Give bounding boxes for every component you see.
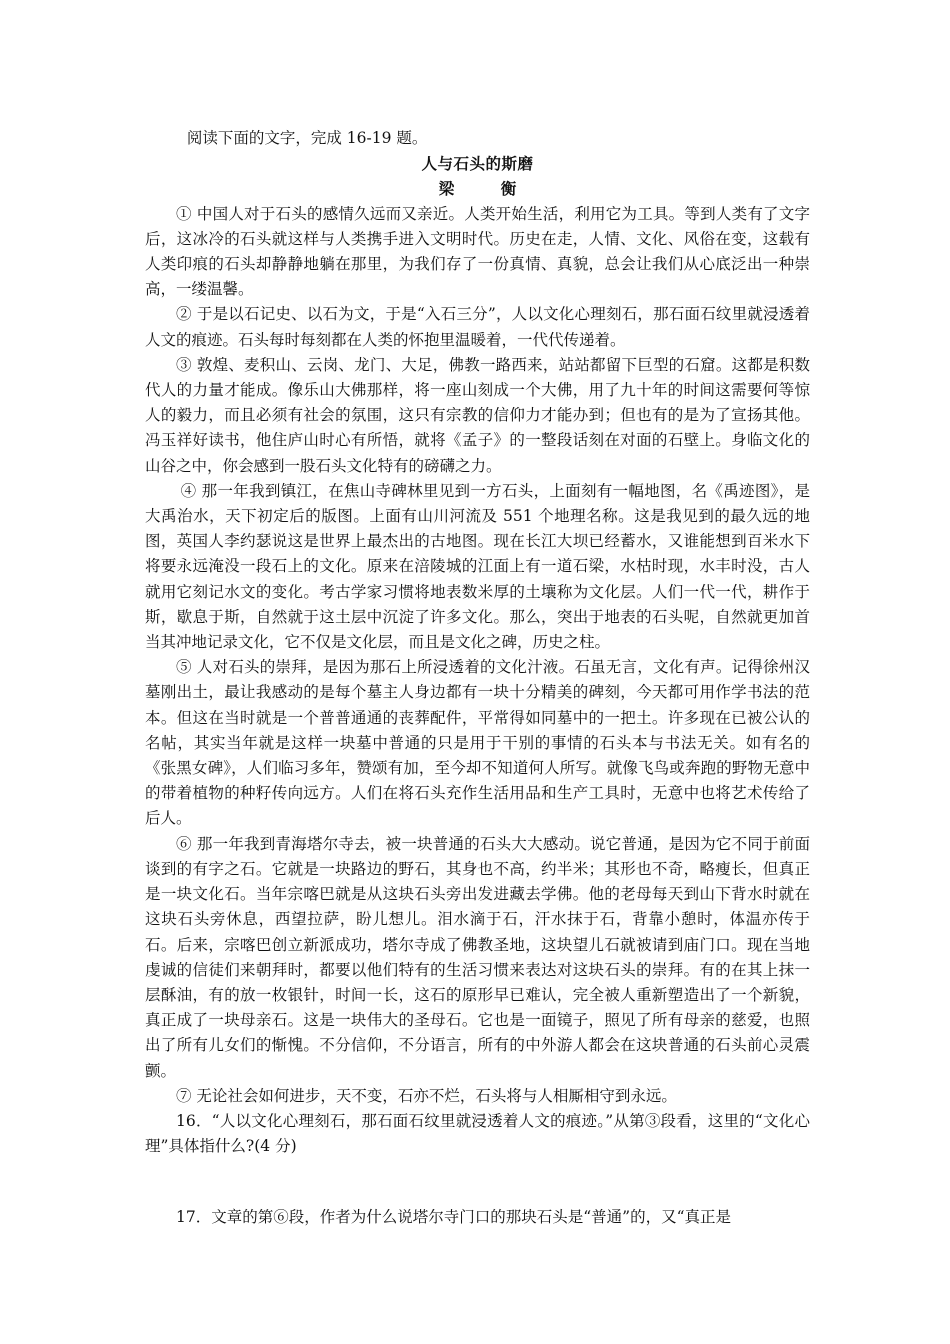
article-author: 梁 衡 (438, 179, 532, 199)
article-title: 人与石头的斯磨 (421, 154, 534, 174)
question-16: 16．“人以文化心理刻石，那石面石纹里就浸透着人文的痕迹。”从第③段看，这里的“文化心理”具体指什么?(4 分) (145, 1111, 810, 1156)
question-17: 17．文章的第⑥段，作者为什么说塔尔寺门口的那块石头是“普通”的，又“真正是 (176, 1208, 731, 1227)
paragraph-7: ⑦ 无论社会如何进步，天不变，石亦不烂，石头将与人相厮相守到永远。 (176, 1086, 677, 1105)
paragraph-5: ⑤ 人对石头的崇拜，是因为那石上所浸透着的文化汁液。石虽无言，文化有声。记得徐州汉墓刚出土，最让我感动的是每个墓主人身边都有一块十分精美的碑刻，今天都可用作学书法的范本。但这在当时就是一个普普通通的丧葬配件，平常得如同墓中的一把土。许多现在已被公认的名帖，其实当年就是这样一块墓中普通的只是用于干别的事情的石头本与书法无关。如有名的《张黑女碑》，人们临习多年，赞颂有加，至今却不知道何人所写。就像飞鸟或奔跑的野物无意中的带着植物的种籽传向远方。人们在将石头充作生活用品和生产工具时，无意中也将艺术传给了后人。 (145, 658, 810, 828)
paragraph-6: ⑥ 那一年我到青海塔尔寺去，被一块普通的石头大大感动。说它普通，是因为它不同于前面谈到的有字之石。它就是一块路边的野石，其身也不高，约半米；其形也不奇，略瘦长，但真正是一块文化石。当年宗喀巴就是从这块石头旁出发进藏去学佛。他的老母每天到山下背水时就在这块石头旁休息，西望拉萨，盼儿想儿。泪水滴于石，汗水抹于石，背靠小憩时，体温亦传于石。后来，宗喀巴创立新派成功，塔尔寺成了佛教圣地，这块望儿石就被请到庙门口。现在当地虔诚的信徒们来朝拜时，都要以他们特有的生活习惯来表达对这块石头的崇拜。有的在其上抹一层酥油，有的放一枚银针，时间一长，这石的原形早已难认，完全被人重新塑造出了一个新貌，真正成了一块母亲石。这是一块伟大的圣母石。它也是一面镜子，照见了所有母亲的慈爱，也照出了所有儿女们的惭愧。不分信仰，不分语言，所有的中外游人都会在这块普通的石头前心灵震颤。 (145, 834, 810, 1080)
reading-instruction: 阅读下面的文字，完成 16-19 题。 (186, 129, 428, 147)
paragraph-4: ④ 那一年我到镇江，在焦山寺碑林里见到一方石头，上面刻有一幅地图，名《禹迹图》，是大禹治水，天下初定后的版图。上面有山川河流及 551 个地理名称。这是我见到的最久远的地图，英国人李约瑟说这是世界上最杰出的古地图。现在长江大坝已经蓄水，又谁能想到百米水下将要永远淹没一段石上的文化。原来在涪陵城的江面上有一道石梁，水枯时现，水丰时没，古人就用它刻记水文的变化。考古学家习惯将地表数米厚的土壤称为文化层。人们一代一代，耕作于斯，歇息于斯，自然就于这土层中沉淀了许多文化。那么，突出于地表的石头呢，自然就更加首当其冲地记录文化，它不仅是文化层，而且是文化之碑，历史之柱。 (145, 481, 810, 652)
paragraph-2: ② 于是以石记史、以石为文，于是“入石三分”，人以文化心理刻石，那石面石纹里就浸透着人文的痕迹。石头每时每刻都在人类的怀抱里温暖着，一代代传递着。 (145, 305, 810, 349)
answer-space (145, 1159, 810, 1205)
paragraph-1: ① 中国人对于石头的感情久远而又亲近。人类开始生活，利用它为工具。等到人类有了文字后，这冰冷的石头就这样与人类携手进入文明时代。历史在走，人情、文化、风俗在变，这载有人类印痕的石头却静静地躺在那里，为我们存了一份真情、真貌，总会让我们从心底泛出一种崇高，一缕温馨。 (145, 204, 810, 299)
reading-passage (145, 126, 810, 1231)
paragraph-3: ③ 敦煌、麦积山、云岗、龙门、大足，佛教一路西来，站站都留下巨型的石窟。这都是积数代人的力量才能成。像乐山大佛那样，将一座山刻成一个大佛，用了九十年的时间这需要何等惊人的毅力，而且必须有社会的氛围，这只有宗教的信仰力才能办到；但也有的是为了宣扬其他。冯玉祥好读书，他住庐山时心有所悟，就将《孟子》的一整段话刻在对面的石壁上。身临文化的山谷之中，你会感到一股石头文化特有的磅礴之力。 (145, 355, 810, 475)
